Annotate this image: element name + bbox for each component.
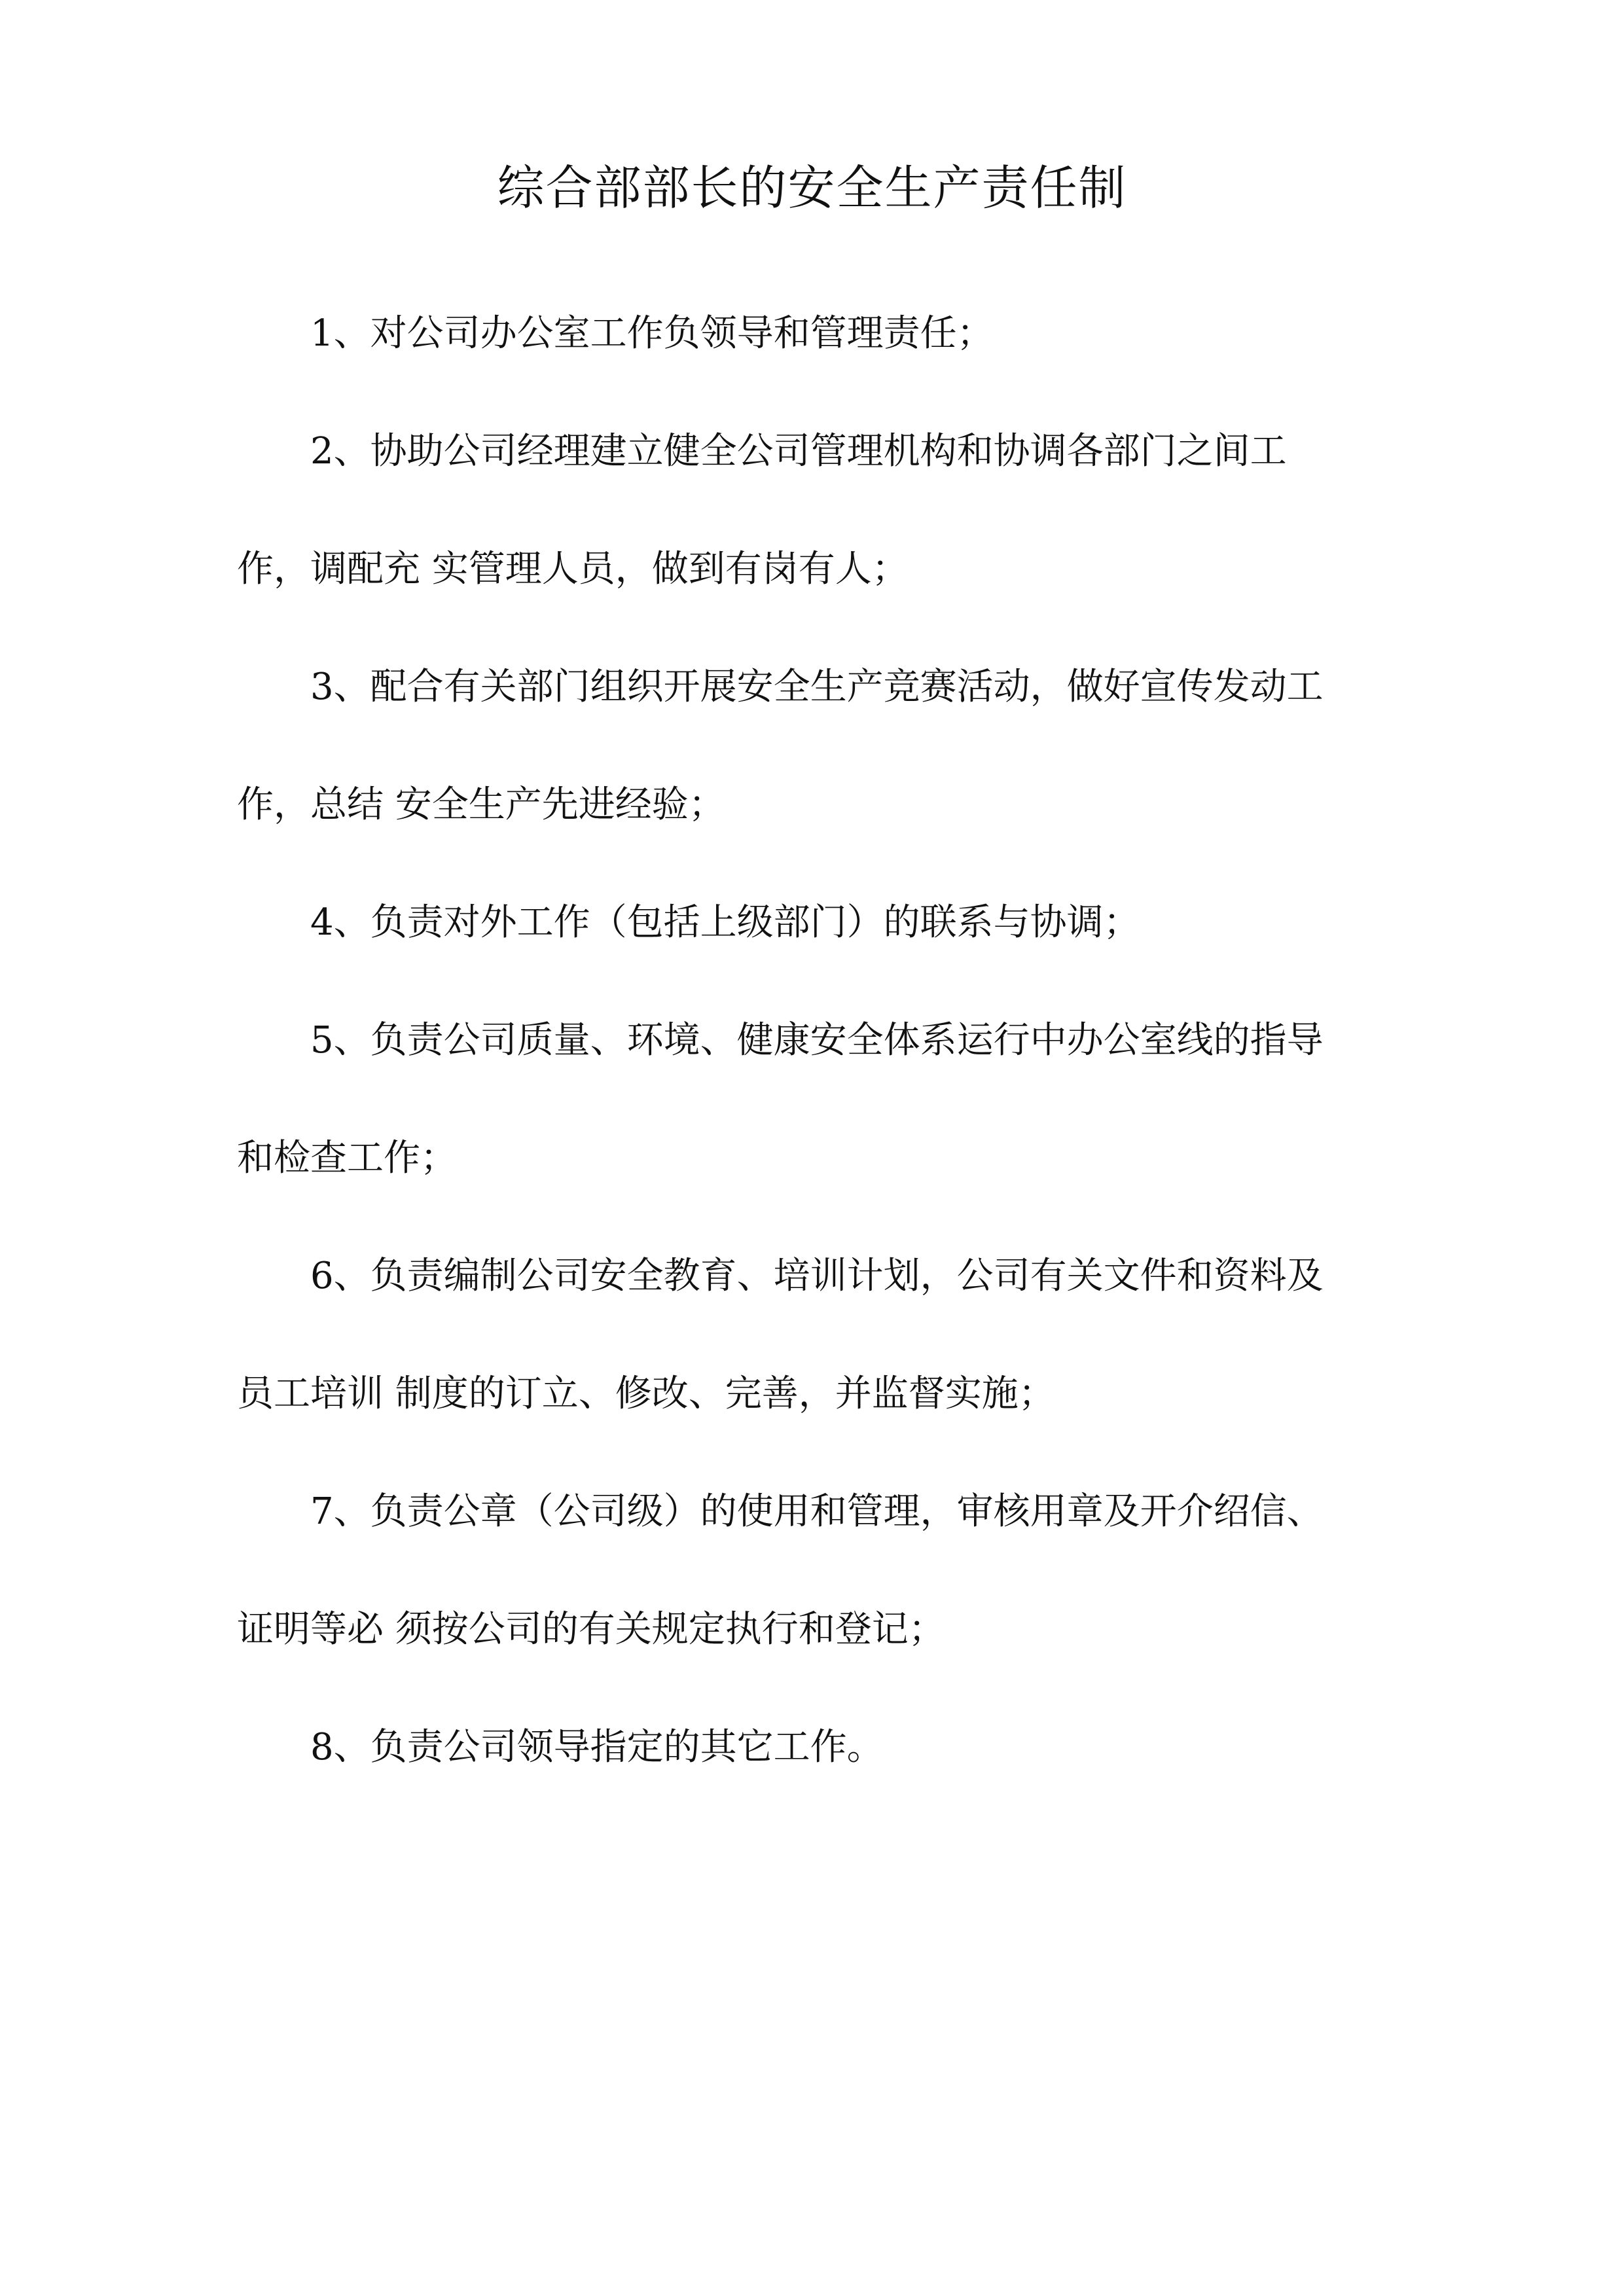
clause-6-line-1: 6、负责编制公司安全教育、培训计划，公司有关文件和资料及 — [310, 1255, 1324, 1297]
clause-7-line-2: 证明等必 须按公司的有关规定执行和登记； — [237, 1608, 945, 1651]
document-body — [237, 275, 1389, 1806]
clause-4-line-1: 4、负责对外工作（包括上级部门）的联系与协调； — [310, 901, 1140, 944]
clause-5-line-2: 和检查工作； — [237, 1137, 457, 1179]
clause-7-line-1: 7、负责公章（公司级）的使用和管理，审核用章及开介绍信、 — [310, 1490, 1324, 1533]
clause-1-line-1: 1、对公司办公室工作负领导和管理责任； — [310, 312, 994, 355]
clause-2-line-1: 2、协助公司经理建立健全公司管理机构和协调各部门之间工 — [310, 430, 1287, 473]
clause-3-line-2: 作，总结 安全生产先进经验； — [237, 783, 725, 826]
clause-3-line-1: 3、配合有关部门组织开展安全生产竞赛活动，做好宣传发动工 — [310, 666, 1324, 708]
clause-8-line-1: 8、负责公司领导指定的其它工作。 — [310, 1726, 884, 1768]
clause-2-line-2: 作，调配充 实管理人员，做到有岗有人； — [237, 548, 909, 590]
document-title: 综合部部长的安全生产责任制 — [497, 160, 1127, 215]
clause-6-line-2: 员工培训 制度的订立、修改、完善，并监督实施； — [237, 1372, 1055, 1415]
clause-5-line-1: 5、负责公司质量、环境、健康安全体系运行中办公室线的指导 — [310, 1019, 1324, 1062]
